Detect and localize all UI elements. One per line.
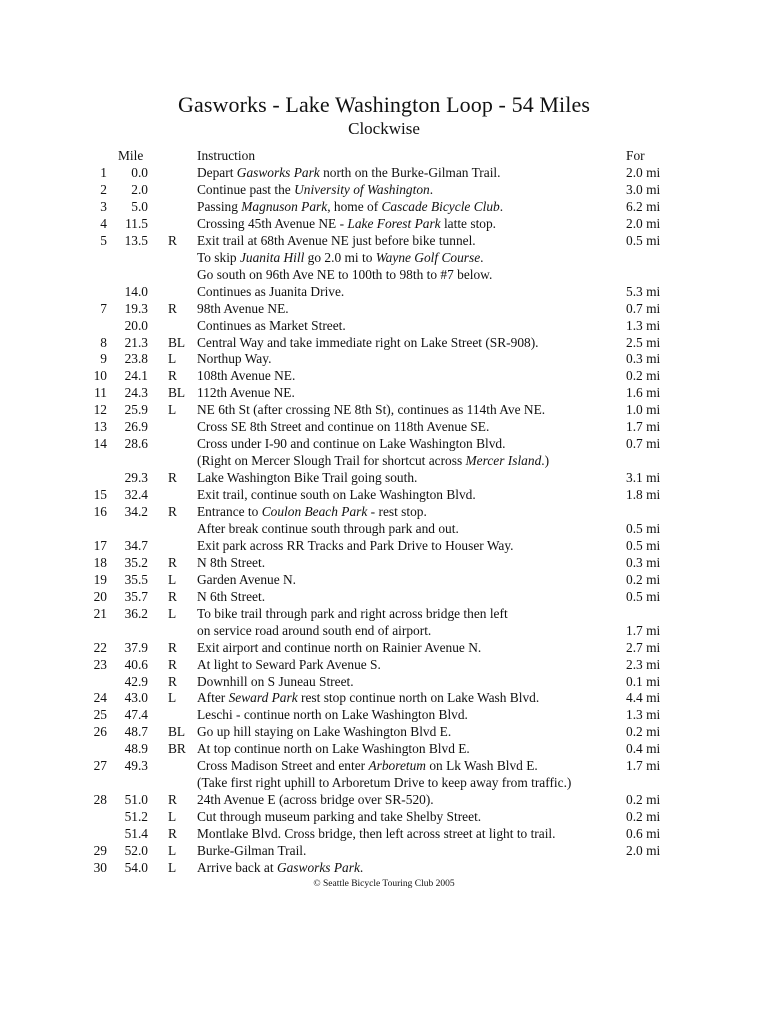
distance-for: 0.2 mi (626, 792, 661, 808)
instruction-text: on service road around south end of airport. (197, 622, 432, 638)
table-row (0, 266, 768, 283)
table-row (0, 859, 768, 876)
mile-value: 0.0 (131, 165, 148, 180)
distance-for: 0.5 mi (626, 588, 661, 604)
distance-for: 0.2 mi (626, 724, 661, 740)
distance-for: 2.7 mi (626, 639, 661, 655)
mile-value: 5.0 (131, 198, 148, 214)
mile-value: 13.5 (124, 232, 148, 248)
turn-direction: R (168, 300, 177, 316)
table-row (0, 537, 768, 554)
instruction-text: Cross under I-90 and continue on Lake Washington Blvd. (197, 436, 506, 452)
step-number: 7 (100, 300, 107, 316)
distance-for: 2.0 mi (626, 843, 661, 858)
table-row (0, 605, 768, 622)
table-row (0, 283, 768, 300)
turn-direction: L (168, 571, 177, 587)
step-number: 2 (100, 181, 107, 197)
mile-value: 49.3 (124, 758, 148, 774)
instruction-text: After break continue south through park and out. (197, 520, 459, 536)
instruction-text: Continues as Juanita Drive. (197, 283, 345, 299)
distance-for: 0.3 mi (626, 554, 661, 570)
header-for: For (626, 148, 645, 163)
mile-value: 32.4 (124, 487, 148, 503)
mile-value: 40.6 (124, 656, 148, 672)
distance-for: 0.2 mi (626, 571, 661, 587)
step-number: 14 (93, 436, 107, 452)
instruction-text: At light to Seward Park Avenue S. (197, 656, 381, 672)
table-row (0, 435, 768, 452)
instruction-text: Exit airport and continue north on Rainier Avenue N. (197, 639, 482, 655)
step-number: 12 (93, 402, 107, 418)
instruction-text: Go south on 96th Ave NE to 100th to 98th to #7 below. (197, 266, 493, 282)
mile-value: 35.5 (124, 571, 148, 587)
step-number: 13 (93, 419, 107, 435)
distance-for: 1.7 mi (626, 622, 661, 638)
page-title: Gasworks - Lake Washington Loop - 54 Miles (177, 92, 591, 117)
distance-for: 2.0 mi (626, 215, 661, 231)
mile-value: 23.8 (124, 351, 148, 367)
distance-for: 1.6 mi (626, 385, 661, 401)
distance-for: 0.7 mi (626, 436, 661, 452)
mile-value: 21.3 (124, 334, 148, 350)
table-row (0, 689, 768, 706)
step-number: 16 (93, 504, 107, 519)
turn-direction: L (168, 402, 177, 418)
table-row (0, 418, 768, 435)
header-mile: Mile (118, 148, 144, 163)
instruction-text: Leschi - continue north on Lake Washington Blvd. (197, 707, 468, 723)
instruction-text: Lake Washington Bike Trail going south. (197, 470, 418, 486)
table-row (0, 622, 768, 639)
instruction-text: Cross Madison Street and enter Arboretum on Lk Wash Blvd E. (197, 758, 538, 774)
table-row (0, 469, 768, 486)
table-row (0, 588, 768, 605)
turn-direction: R (168, 368, 177, 384)
table-row (0, 503, 768, 520)
step-number: 1 (100, 165, 107, 180)
mile-value: 42.9 (124, 673, 148, 689)
instruction-text: (Right on Mercer Slough Trail for shortcut across Mercer Island.) (197, 453, 550, 469)
step-number: 23 (93, 656, 107, 672)
instruction-text: Depart Gasworks Park north on the Burke-Gilman Trail. (197, 165, 501, 180)
page-subtitle: Clockwise (348, 119, 420, 138)
instruction-text: Exit trail at 68th Avenue NE just before bike tunnel. (197, 232, 476, 248)
distance-for: 0.5 mi (626, 232, 661, 248)
turn-direction: BL (168, 385, 186, 401)
step-number: 24 (93, 690, 107, 706)
table-row (0, 317, 768, 334)
table-row (0, 334, 768, 351)
step-number: 30 (93, 859, 107, 875)
instruction-text: Passing Magnuson Park, home of Cascade Bicycle Club. (197, 198, 504, 214)
instruction-text: Entrance to Coulon Beach Park - rest stop. (197, 504, 427, 519)
mile-value: 24.3 (124, 385, 148, 401)
step-number: 28 (93, 792, 107, 808)
step-number: 10 (93, 368, 107, 384)
turn-direction: R (168, 656, 177, 672)
instruction-text: To skip Juanita Hill go 2.0 mi to Wayne Golf Course. (197, 249, 484, 265)
table-row (0, 774, 768, 791)
table-row (0, 554, 768, 571)
step-number: 3 (100, 198, 107, 214)
table-row (0, 367, 768, 384)
distance-for: 0.6 mi (626, 826, 661, 842)
step-number: 17 (93, 537, 107, 553)
table-row (0, 452, 768, 469)
step-number: 15 (93, 487, 107, 503)
instruction-text: Central Way and take immediate right on Lake Street (SR-908). (197, 334, 539, 350)
instruction-text: Garden Avenue N. (197, 571, 297, 587)
table-row (0, 486, 768, 503)
turn-direction: BL (168, 724, 186, 740)
table-row (0, 656, 768, 673)
instruction-text: Cross SE 8th Street and continue on 118th Avenue SE. (197, 419, 490, 435)
table-row (0, 384, 768, 401)
table-row (0, 300, 768, 317)
table-row (0, 198, 768, 215)
step-number: 8 (100, 334, 107, 350)
instruction-text: 98th Avenue NE. (197, 300, 289, 316)
step-number: 26 (93, 724, 107, 740)
instruction-text: Arrive back at Gasworks Park. (197, 859, 364, 875)
instruction-text: (Take first right uphill to Arboretum Drive to keep away from traffic.) (197, 775, 572, 791)
mile-value: 51.4 (124, 826, 148, 842)
table-row (0, 350, 768, 367)
instruction-text: N 6th Street. (197, 588, 266, 604)
copyright-footer: © Seattle Bicycle Touring Club 2005 (313, 879, 455, 889)
table-row (0, 181, 768, 198)
turn-direction: R (168, 554, 177, 570)
distance-for: 0.2 mi (626, 368, 661, 384)
step-number: 27 (93, 758, 107, 774)
distance-for: 0.7 mi (626, 300, 661, 316)
table-row (0, 673, 768, 690)
mile-value: 14.0 (124, 283, 148, 299)
distance-for: 2.0 mi (626, 165, 661, 180)
distance-for: 3.1 mi (626, 470, 661, 486)
instruction-text: Exit park across RR Tracks and Park Drive to Houser Way. (197, 537, 514, 553)
mile-value: 24.1 (124, 368, 148, 384)
turn-direction: BL (168, 334, 186, 350)
step-number: 11 (94, 385, 107, 401)
instruction-text: NE 6th St (after crossing NE 8th St), continues as 114th Ave NE. (197, 402, 546, 418)
instruction-text: Exit trail, continue south on Lake Washington Blvd. (197, 487, 476, 503)
mile-value: 34.2 (124, 504, 148, 519)
table-row (0, 639, 768, 656)
turn-direction: R (168, 470, 177, 486)
mile-value: 19.3 (124, 300, 148, 316)
step-number: 9 (100, 351, 107, 367)
mile-value: 51.0 (124, 792, 148, 808)
instruction-text: Montlake Blvd. Cross bridge, then left across street at light to trail. (197, 826, 556, 842)
distance-for: 4.4 mi (626, 690, 661, 706)
table-row (0, 520, 768, 537)
instruction-text: Crossing 45th Avenue NE - Lake Forest Park latte stop. (197, 215, 497, 231)
table-row (0, 215, 768, 232)
distance-for: 5.3 mi (626, 283, 661, 299)
turn-direction: R (168, 504, 177, 519)
mile-value: 20.0 (124, 317, 148, 333)
mile-value: 43.0 (124, 690, 148, 706)
instruction-text: After Seward Park rest stop continue north on Lake Wash Blvd. (197, 690, 540, 706)
table-row (0, 164, 768, 181)
mile-value: 2.0 (131, 181, 148, 197)
step-number: 22 (93, 639, 107, 655)
distance-for: 3.0 mi (626, 181, 661, 197)
turn-direction: R (168, 792, 177, 808)
instruction-text: Continue past the University of Washington. (197, 181, 434, 197)
table-row (0, 757, 768, 774)
instruction-text: Continues as Market Street. (197, 317, 346, 333)
instruction-text: Downhill on S Juneau Street. (197, 673, 354, 689)
turn-direction: R (168, 232, 177, 248)
instruction-text: Go up hill staying on Lake Washington Blvd E. (197, 724, 452, 740)
mile-value: 35.2 (124, 554, 148, 570)
turn-direction: L (168, 859, 177, 875)
table-row (0, 740, 768, 757)
instruction-text: N 8th Street. (197, 554, 266, 570)
mile-value: 48.9 (124, 741, 148, 757)
instruction-text: Cut through museum parking and take Shelby Street. (197, 809, 482, 825)
distance-for: 1.3 mi (626, 707, 661, 723)
header-instruction: Instruction (197, 148, 256, 163)
table-row (0, 808, 768, 825)
mile-value: 35.7 (124, 588, 148, 604)
mile-value: 28.6 (124, 436, 148, 452)
step-number: 18 (93, 554, 107, 570)
table-row (0, 232, 768, 249)
table-row (0, 706, 768, 723)
turn-direction: R (168, 588, 177, 604)
distance-for: 0.5 mi (626, 520, 661, 536)
instruction-text: To bike trail through park and right across bridge then left (197, 605, 508, 621)
distance-for: 0.3 mi (626, 351, 661, 367)
distance-for: 0.5 mi (626, 537, 661, 553)
table-row (0, 249, 768, 266)
distance-for: 0.2 mi (626, 809, 661, 825)
mile-value: 37.9 (124, 639, 148, 655)
step-number: 19 (93, 571, 107, 587)
distance-for: 1.7 mi (626, 758, 661, 774)
step-number: 4 (100, 215, 107, 231)
distance-for: 6.2 mi (626, 198, 661, 214)
mile-value: 26.9 (124, 419, 148, 435)
mile-value: 52.0 (124, 843, 148, 858)
turn-direction: L (168, 690, 177, 706)
mile-value: 47.4 (124, 707, 148, 723)
step-number: 20 (93, 588, 107, 604)
turn-direction: L (168, 809, 177, 825)
instruction-text: Northup Way. (197, 351, 272, 367)
instruction-text: Burke-Gilman Trail. (197, 843, 307, 858)
instruction-text: 108th Avenue NE. (197, 368, 296, 384)
mile-value: 25.9 (124, 402, 148, 418)
distance-for: 1.8 mi (626, 487, 661, 503)
mile-value: 34.7 (124, 537, 148, 553)
turn-direction: R (168, 639, 177, 655)
table-row (0, 723, 768, 740)
mile-value: 11.5 (125, 215, 148, 231)
distance-for: 2.3 mi (626, 656, 661, 672)
mile-value: 51.2 (124, 809, 148, 825)
table-header (0, 147, 768, 164)
distance-for: 1.3 mi (626, 317, 661, 333)
turn-direction: R (168, 826, 177, 842)
table-row (0, 825, 768, 842)
distance-for: 0.4 mi (626, 741, 661, 757)
distance-for: 1.7 mi (626, 419, 661, 435)
mile-value: 54.0 (124, 859, 148, 875)
distance-for: 1.0 mi (626, 402, 661, 418)
table-row (0, 571, 768, 588)
turn-direction: L (168, 843, 177, 858)
table-row (0, 842, 768, 859)
turn-direction: BR (168, 741, 186, 757)
table-row (0, 401, 768, 418)
turn-direction: R (168, 673, 177, 689)
step-number: 5 (100, 232, 107, 248)
turn-direction: L (168, 605, 177, 621)
step-number: 25 (93, 707, 107, 723)
instruction-text: At top continue north on Lake Washington Blvd E. (197, 741, 470, 757)
mile-value: 29.3 (124, 470, 148, 486)
instruction-text: 112th Avenue NE. (197, 385, 295, 401)
distance-for: 0.1 mi (626, 673, 661, 689)
turn-direction: L (168, 351, 177, 367)
instruction-text: 24th Avenue E (across bridge over SR-520). (197, 792, 434, 808)
mile-value: 48.7 (124, 724, 148, 740)
step-number: 29 (93, 843, 107, 858)
distance-for: 2.5 mi (626, 334, 661, 350)
step-number: 21 (93, 605, 107, 621)
table-row (0, 791, 768, 808)
mile-value: 36.2 (124, 605, 148, 621)
